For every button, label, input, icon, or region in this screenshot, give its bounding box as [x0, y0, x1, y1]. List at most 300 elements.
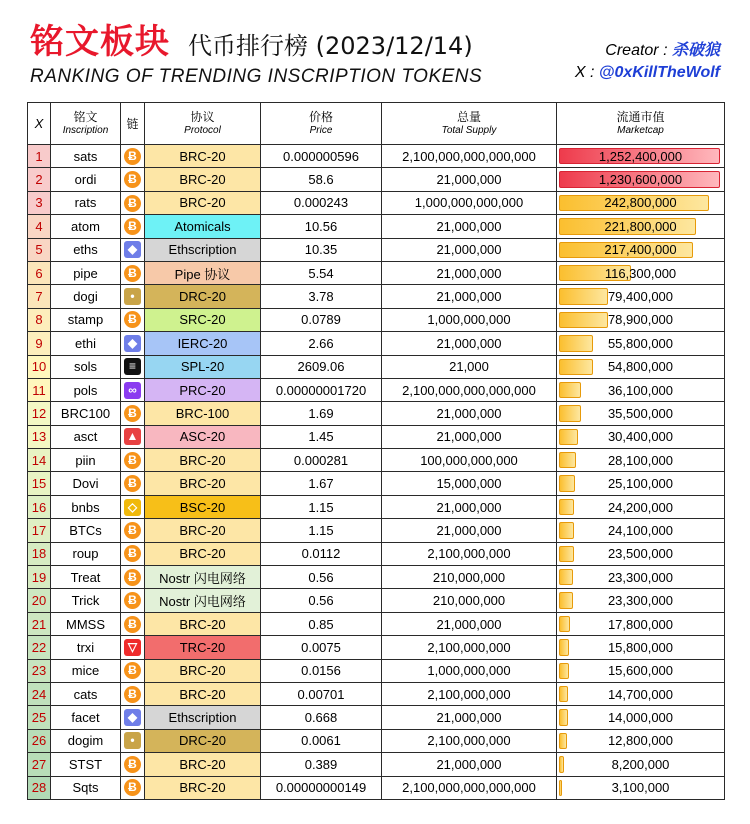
protocol-cell: BSC-20 — [145, 495, 261, 518]
protocol-cell: ASC-20 — [145, 425, 261, 448]
col-header-rank: X — [28, 103, 51, 145]
price-cell: 1.69 — [261, 402, 382, 425]
table-row — [28, 168, 725, 191]
price-cell: 0.56 — [261, 566, 382, 589]
marketcap-cell — [557, 682, 725, 705]
marketcap-bar — [559, 335, 593, 351]
table-row — [28, 753, 725, 776]
marketcap-cell — [557, 215, 725, 238]
col-header-chain: 链 — [121, 103, 145, 145]
col-header-inscription-en: Inscription — [62, 124, 109, 136]
inscription-name: Treat — [51, 566, 121, 589]
inscription-name: Dovi — [51, 472, 121, 495]
marketcap-value: 17,800,000 — [607, 616, 674, 632]
solana-icon: ≡ — [124, 358, 141, 375]
chain-cell — [121, 495, 145, 518]
supply-cell: 21,000,000 — [382, 238, 557, 261]
protocol-cell: TRC-20 — [145, 636, 261, 659]
price-cell: 1.45 — [261, 425, 382, 448]
table-row — [28, 332, 725, 355]
bitcoin-icon: Ƀ — [124, 569, 141, 586]
marketcap-cell — [557, 261, 725, 284]
col-header-marketcap — [557, 103, 725, 145]
price-cell: 3.78 — [261, 285, 382, 308]
table-row — [28, 659, 725, 682]
marketcap-bar — [559, 592, 573, 608]
table-row — [28, 706, 725, 729]
inscription-name: BTCs — [51, 519, 121, 542]
bitcoin-icon: Ƀ — [124, 662, 141, 679]
inscription-name: ethi — [51, 332, 121, 355]
table-row — [28, 519, 725, 542]
bitcoin-icon: Ƀ — [124, 756, 141, 773]
rank-cell: 26 — [28, 729, 51, 752]
protocol-cell: BRC-20 — [145, 776, 261, 799]
rank-cell: 17 — [28, 519, 51, 542]
marketcap-bar — [559, 546, 574, 562]
protocol-cell: DRC-20 — [145, 285, 261, 308]
chain-cell — [121, 168, 145, 191]
rank-cell: 3 — [28, 191, 51, 214]
inscription-name: pols — [51, 378, 121, 401]
rank-cell: 2 — [28, 168, 51, 191]
protocol-cell: DRC-20 — [145, 729, 261, 752]
price-cell: 10.56 — [261, 215, 382, 238]
chain-cell — [121, 145, 145, 168]
chain-cell — [121, 612, 145, 635]
inscription-name: facet — [51, 706, 121, 729]
price-cell: 1.67 — [261, 472, 382, 495]
marketcap-value: 23,500,000 — [607, 546, 674, 562]
inscription-name: BRC100 — [51, 402, 121, 425]
chain-cell — [121, 449, 145, 472]
rank-cell: 16 — [28, 495, 51, 518]
chain-cell — [121, 682, 145, 705]
inscription-name: Sqts — [51, 776, 121, 799]
inscription-name: stamp — [51, 308, 121, 331]
col-header-inscription — [51, 103, 121, 145]
inscription-name: pipe — [51, 261, 121, 284]
marketcap-bar — [559, 733, 567, 749]
credit-block — [575, 40, 720, 84]
marketcap-value: 1,230,600,000 — [598, 172, 683, 188]
marketcap-cell — [557, 706, 725, 729]
price-cell: 0.0789 — [261, 308, 382, 331]
supply-cell: 21,000,000 — [382, 425, 557, 448]
creator-name: 杀破狼 — [671, 42, 720, 59]
rank-cell: 14 — [28, 449, 51, 472]
table-row — [28, 378, 725, 401]
marketcap-value: 78,900,000 — [607, 312, 674, 328]
rank-cell: 24 — [28, 682, 51, 705]
inscription-name: Trick — [51, 589, 121, 612]
supply-cell: 2,100,000,000,000,000 — [382, 776, 557, 799]
marketcap-value: 55,800,000 — [607, 335, 674, 351]
marketcap-bar — [559, 686, 568, 702]
price-cell: 0.389 — [261, 753, 382, 776]
marketcap-cell — [557, 776, 725, 799]
col-header-supply-zh: 总量 — [456, 109, 481, 124]
supply-cell: 21,000,000 — [382, 215, 557, 238]
rank-cell: 7 — [28, 285, 51, 308]
supply-cell: 2,100,000,000 — [382, 729, 557, 752]
table-row — [28, 215, 725, 238]
price-cell: 0.56 — [261, 589, 382, 612]
marketcap-bar — [559, 756, 564, 772]
inscription-name: asct — [51, 425, 121, 448]
inscription-name: trxi — [51, 636, 121, 659]
inscription-name: mice — [51, 659, 121, 682]
bitcoin-icon: Ƀ — [124, 592, 141, 609]
inscription-name: dogi — [51, 285, 121, 308]
inscription-name: rats — [51, 191, 121, 214]
marketcap-cell — [557, 378, 725, 401]
bitcoin-icon: Ƀ — [124, 311, 141, 328]
table-row — [28, 682, 725, 705]
table-row — [28, 612, 725, 635]
marketcap-cell — [557, 519, 725, 542]
rank-cell: 10 — [28, 355, 51, 378]
marketcap-cell — [557, 285, 725, 308]
marketcap-value: 24,200,000 — [607, 499, 674, 515]
col-header-marketcap-zh: 流通市值 — [616, 109, 665, 124]
supply-cell: 21,000,000 — [382, 612, 557, 635]
x-label: X : — [574, 64, 595, 81]
marketcap-value: 14,000,000 — [607, 710, 674, 726]
protocol-cell: Atomicals — [145, 215, 261, 238]
marketcap-bar — [559, 616, 570, 632]
marketcap-value: 12,800,000 — [607, 733, 674, 749]
table-row — [28, 261, 725, 284]
rank-cell: 20 — [28, 589, 51, 612]
marketcap-bar — [559, 452, 576, 468]
price-cell: 0.668 — [261, 706, 382, 729]
marketcap-bar — [559, 780, 562, 796]
price-cell: 0.0112 — [261, 542, 382, 565]
inscription-name: piin — [51, 449, 121, 472]
chain-cell — [121, 402, 145, 425]
marketcap-value: 116,300,000 — [604, 265, 677, 281]
marketcap-value: 23,300,000 — [607, 593, 674, 609]
inscription-name: atom — [51, 215, 121, 238]
marketcap-value: 242,800,000 — [604, 195, 677, 211]
col-header-supply — [382, 103, 557, 145]
protocol-cell: SPL-20 — [145, 355, 261, 378]
bitcoin-icon: Ƀ — [124, 265, 141, 282]
bitcoin-icon: Ƀ — [124, 218, 141, 235]
protocol-cell: BRC-20 — [145, 472, 261, 495]
marketcap-bar — [559, 569, 573, 585]
table-row — [28, 776, 725, 799]
marketcap-cell — [557, 659, 725, 682]
rank-cell: 27 — [28, 753, 51, 776]
chain-cell — [121, 238, 145, 261]
ethereum-icon: ◆ — [124, 241, 141, 258]
price-cell: 0.0061 — [261, 729, 382, 752]
marketcap-bar — [559, 522, 574, 538]
marketcap-bar — [559, 663, 569, 679]
chain-cell — [121, 542, 145, 565]
protocol-cell: BRC-20 — [145, 449, 261, 472]
chain-cell — [121, 191, 145, 214]
table-row — [28, 355, 725, 378]
marketcap-value: 35,500,000 — [607, 405, 674, 421]
marketcap-cell — [557, 449, 725, 472]
inscription-name: roup — [51, 542, 121, 565]
price-cell: 0.00701 — [261, 682, 382, 705]
col-header-protocol — [145, 103, 261, 145]
marketcap-cell — [557, 729, 725, 752]
price-cell: 0.000243 — [261, 191, 382, 214]
creator-label: Creator : — [605, 42, 668, 59]
bitcoin-icon: Ƀ — [124, 616, 141, 633]
price-cell: 0.0156 — [261, 659, 382, 682]
x-line — [575, 62, 720, 84]
protocol-cell: BRC-20 — [145, 682, 261, 705]
price-cell: 1.15 — [261, 519, 382, 542]
bitcoin-icon: Ƀ — [124, 522, 141, 539]
col-header-protocol-zh: 协议 — [190, 109, 215, 124]
table-row — [28, 472, 725, 495]
supply-cell: 21,000 — [382, 355, 557, 378]
protocol-cell: BRC-20 — [145, 612, 261, 635]
rank-cell: 13 — [28, 425, 51, 448]
table-row — [28, 589, 725, 612]
protocol-cell: SRC-20 — [145, 308, 261, 331]
price-cell: 0.85 — [261, 612, 382, 635]
price-cell: 0.00000000149 — [261, 776, 382, 799]
marketcap-bar — [559, 312, 608, 328]
chain-cell — [121, 776, 145, 799]
protocol-cell: BRC-20 — [145, 145, 261, 168]
rank-cell: 22 — [28, 636, 51, 659]
marketcap-bar — [559, 382, 581, 398]
bitcoin-icon: Ƀ — [124, 545, 141, 562]
protocol-cell: PRC-20 — [145, 378, 261, 401]
rank-cell: 15 — [28, 472, 51, 495]
supply-cell: 2,100,000,000,000,000 — [382, 145, 557, 168]
rank-cell: 23 — [28, 659, 51, 682]
chain-cell — [121, 308, 145, 331]
marketcap-value: 3,100,000 — [611, 780, 670, 796]
inscription-name: sols — [51, 355, 121, 378]
supply-cell: 2,100,000,000 — [382, 636, 557, 659]
inscription-name: eths — [51, 238, 121, 261]
rank-cell: 25 — [28, 706, 51, 729]
inscription-name: STST — [51, 753, 121, 776]
ranking-table — [27, 102, 725, 800]
col-header-price-en: Price — [309, 124, 333, 136]
bitcoin-icon: Ƀ — [124, 475, 141, 492]
table-row — [28, 238, 725, 261]
marketcap-cell — [557, 402, 725, 425]
chain-cell — [121, 589, 145, 612]
chain-cell — [121, 378, 145, 401]
rank-cell: 18 — [28, 542, 51, 565]
doge-icon: • — [124, 288, 141, 305]
col-header-supply-en: Total Supply — [441, 124, 497, 136]
tron-icon: ▽ — [124, 639, 141, 656]
protocol-cell: BRC-20 — [145, 753, 261, 776]
table-row — [28, 425, 725, 448]
price-cell: 0.0075 — [261, 636, 382, 659]
rank-cell: 5 — [28, 238, 51, 261]
price-cell: 2.66 — [261, 332, 382, 355]
col-header-price-zh: 价格 — [308, 109, 333, 124]
bitcoin-icon: Ƀ — [124, 148, 141, 165]
table-row — [28, 636, 725, 659]
inscription-name: dogim — [51, 729, 121, 752]
protocol-cell: Ethscription — [145, 238, 261, 261]
price-cell: 2609.06 — [261, 355, 382, 378]
inscription-name: cats — [51, 682, 121, 705]
price-cell: 0.000000596 — [261, 145, 382, 168]
chain-cell — [121, 753, 145, 776]
chain-cell — [121, 729, 145, 752]
marketcap-value: 14,700,000 — [607, 686, 674, 702]
chain-cell — [121, 425, 145, 448]
avalanche-icon: ▲ — [124, 428, 141, 445]
rank-cell: 19 — [28, 566, 51, 589]
creator-line — [575, 40, 720, 62]
marketcap-cell — [557, 238, 725, 261]
price-cell: 5.54 — [261, 261, 382, 284]
page-title: 铭文板块 — [30, 22, 170, 62]
marketcap-value: 1,252,400,000 — [598, 148, 683, 164]
marketcap-cell — [557, 472, 725, 495]
marketcap-value: 217,400,000 — [604, 242, 677, 258]
marketcap-cell — [557, 542, 725, 565]
price-cell: 10.35 — [261, 238, 382, 261]
ethereum-icon: ◆ — [124, 335, 141, 352]
chain-cell — [121, 706, 145, 729]
table-header-row — [28, 103, 725, 145]
marketcap-bar — [559, 475, 575, 491]
chain-cell — [121, 566, 145, 589]
x-handle[interactable]: @0xKillTheWolf — [598, 64, 720, 81]
col-header-price — [261, 103, 382, 145]
supply-cell: 21,000,000 — [382, 402, 557, 425]
price-cell: 0.000281 — [261, 449, 382, 472]
page-title-english: RANKING OF TRENDING INSCRIPTION TOKENS — [30, 66, 483, 87]
table-row — [28, 729, 725, 752]
table-row — [28, 449, 725, 472]
marketcap-bar — [559, 709, 568, 725]
rank-cell: 4 — [28, 215, 51, 238]
protocol-cell: BRC-20 — [145, 659, 261, 682]
marketcap-bar — [559, 499, 574, 515]
protocol-cell: BRC-20 — [145, 519, 261, 542]
supply-cell: 21,000,000 — [382, 519, 557, 542]
chain-cell — [121, 355, 145, 378]
marketcap-cell — [557, 425, 725, 448]
rank-cell: 12 — [28, 402, 51, 425]
doge-icon: • — [124, 732, 141, 749]
marketcap-value: 79,400,000 — [607, 289, 674, 305]
marketcap-value: 30,400,000 — [607, 429, 674, 445]
marketcap-cell — [557, 636, 725, 659]
price-cell: 0.00000001720 — [261, 378, 382, 401]
marketcap-bar — [559, 405, 581, 421]
protocol-cell: BRC-20 — [145, 542, 261, 565]
marketcap-cell — [557, 168, 725, 191]
bitcoin-icon: Ƀ — [124, 171, 141, 188]
col-header-marketcap-en: Marketcap — [617, 124, 664, 136]
marketcap-value: 15,600,000 — [607, 663, 674, 679]
marketcap-bar — [559, 288, 608, 304]
marketcap-value: 54,800,000 — [607, 359, 674, 375]
inscription-name: MMSS — [51, 612, 121, 635]
rank-cell: 8 — [28, 308, 51, 331]
protocol-cell: Nostr 闪电网络 — [145, 589, 261, 612]
chain-cell — [121, 472, 145, 495]
supply-cell: 210,000,000 — [382, 566, 557, 589]
supply-cell: 21,000,000 — [382, 706, 557, 729]
price-cell: 58.6 — [261, 168, 382, 191]
marketcap-cell — [557, 145, 725, 168]
bnb-icon: ◇ — [124, 499, 141, 516]
marketcap-value: 24,100,000 — [607, 522, 674, 538]
inscription-name: ordi — [51, 168, 121, 191]
marketcap-cell — [557, 589, 725, 612]
chain-cell — [121, 636, 145, 659]
rank-cell: 11 — [28, 378, 51, 401]
marketcap-cell — [557, 355, 725, 378]
supply-cell: 15,000,000 — [382, 472, 557, 495]
table-row — [28, 308, 725, 331]
marketcap-value: 25,100,000 — [607, 476, 674, 492]
inscription-name: bnbs — [51, 495, 121, 518]
chain-cell — [121, 215, 145, 238]
marketcap-cell — [557, 495, 725, 518]
protocol-cell: BRC-20 — [145, 191, 261, 214]
supply-cell: 1,000,000,000 — [382, 659, 557, 682]
marketcap-value: 221,800,000 — [604, 218, 677, 234]
supply-cell: 21,000,000 — [382, 495, 557, 518]
table-row — [28, 495, 725, 518]
rank-cell: 9 — [28, 332, 51, 355]
table-row — [28, 566, 725, 589]
protocol-cell: IERC-20 — [145, 332, 261, 355]
ethereum-icon: ◆ — [124, 709, 141, 726]
supply-cell: 21,000,000 — [382, 753, 557, 776]
price-cell: 1.15 — [261, 495, 382, 518]
table-row — [28, 542, 725, 565]
marketcap-bar — [559, 639, 569, 655]
marketcap-value: 28,100,000 — [607, 452, 674, 468]
marketcap-value: 36,100,000 — [607, 382, 674, 398]
chain-cell — [121, 332, 145, 355]
bitcoin-icon: Ƀ — [124, 779, 141, 796]
supply-cell: 1,000,000,000,000 — [382, 191, 557, 214]
supply-cell: 2,100,000,000 — [382, 682, 557, 705]
marketcap-cell — [557, 308, 725, 331]
bitcoin-icon: Ƀ — [124, 452, 141, 469]
rank-cell: 28 — [28, 776, 51, 799]
marketcap-cell — [557, 332, 725, 355]
bitcoin-icon: Ƀ — [124, 405, 141, 422]
protocol-cell: Nostr 闪电网络 — [145, 566, 261, 589]
marketcap-bar — [559, 359, 593, 375]
supply-cell: 21,000,000 — [382, 332, 557, 355]
supply-cell: 1,000,000,000 — [382, 308, 557, 331]
supply-cell: 21,000,000 — [382, 261, 557, 284]
marketcap-cell — [557, 753, 725, 776]
marketcap-value: 23,300,000 — [607, 569, 674, 585]
chain-cell — [121, 261, 145, 284]
table-row — [28, 145, 725, 168]
rank-cell: 21 — [28, 612, 51, 635]
